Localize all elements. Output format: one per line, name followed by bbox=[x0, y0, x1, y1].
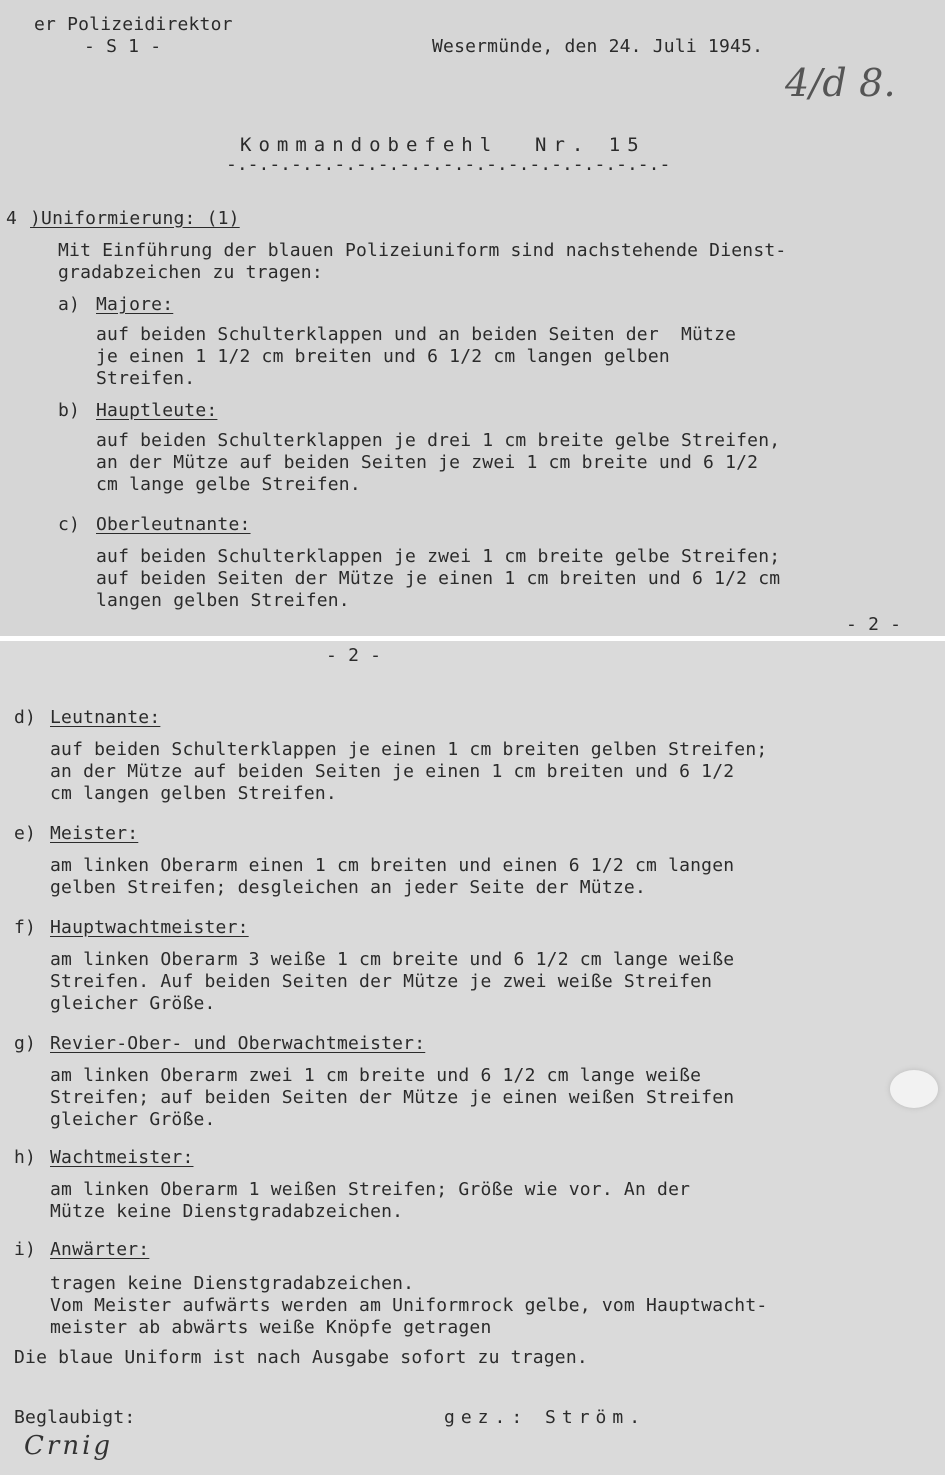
item-line: je einen 1 1/2 cm breiten und 6 1/2 cm langen gelben bbox=[96, 346, 670, 367]
item-line: meister ab abwärts weiße Knöpfe getragen bbox=[50, 1317, 492, 1338]
handwritten-mark: 4/d 8. bbox=[785, 61, 896, 105]
item-label: e) bbox=[14, 823, 37, 844]
item-line: auf beiden Schulterklappen je zwei 1 cm breite gelbe Streifen; bbox=[96, 546, 781, 567]
item-line: cm lange gelbe Streifen. bbox=[96, 474, 361, 495]
signed-by: gez.: Ström. bbox=[444, 1407, 647, 1428]
intro-line-1: Mit Einführung der blauen Polizeiuniform sind nachstehende Dienst- bbox=[58, 240, 787, 261]
item-line: auf beiden Schulterklappen je drei 1 cm breite gelbe Streifen, bbox=[96, 430, 781, 451]
item-label: h) bbox=[14, 1147, 37, 1168]
item-line: gleicher Größe. bbox=[50, 993, 216, 1014]
document-page-1 bbox=[0, 0, 945, 636]
item-line: Vom Meister aufwärts werden am Uniformrock gelbe, vom Hauptwacht- bbox=[50, 1295, 768, 1316]
place-date: Wesermünde, den 24. Juli 1945. bbox=[432, 36, 764, 57]
item-line: Streifen. bbox=[96, 368, 196, 389]
item-line: an der Mütze auf beiden Seiten je einen 1 cm breiten und 6 1/2 bbox=[50, 761, 735, 782]
intro-line-2: gradabzeichen zu tragen: bbox=[58, 262, 323, 283]
item-heading: Anwärter: bbox=[50, 1239, 150, 1260]
item-heading: Hauptwachtmeister: bbox=[50, 917, 249, 938]
closing-sentence: Die blaue Uniform ist nach Ausgabe sofort zu tragen. bbox=[14, 1347, 588, 1368]
item-line: am linken Oberarm einen 1 cm breiten und einen 6 1/2 cm langen bbox=[50, 855, 735, 876]
item-label: b) bbox=[58, 400, 81, 421]
department-line: - S 1 - bbox=[84, 36, 162, 57]
title-dashes: -.-.-.-.-.-.-.-.-.-.-.-.-.-.-.-.-.-.-.-.- bbox=[226, 154, 671, 175]
item-line: am linken Oberarm zwei 1 cm breite und 6 1/2 cm lange weiße bbox=[50, 1065, 702, 1086]
item-label: g) bbox=[14, 1033, 37, 1054]
section-number: 4 bbox=[6, 208, 18, 229]
paper-blot bbox=[890, 1070, 938, 1108]
item-line: gelben Streifen; desgleichen an jeder Seite der Mütze. bbox=[50, 877, 646, 898]
item-line: cm langen gelben Streifen. bbox=[50, 783, 337, 804]
item-label: f) bbox=[14, 917, 37, 938]
handwritten-signature: Crnig bbox=[24, 1431, 114, 1461]
item-line: am linken Oberarm 3 weiße 1 cm breite und 6 1/2 cm lange weiße bbox=[50, 949, 735, 970]
page-footer: - 2 - bbox=[846, 614, 902, 635]
item-label: c) bbox=[58, 514, 81, 535]
item-heading: Meister: bbox=[50, 823, 139, 844]
item-label: i) bbox=[14, 1239, 37, 1260]
item-heading: Wachtmeister: bbox=[50, 1147, 194, 1168]
item-heading: Revier-Ober- und Oberwachtmeister: bbox=[50, 1033, 426, 1054]
certified-label: Beglaubigt: bbox=[14, 1407, 136, 1428]
item-heading: Majore: bbox=[96, 294, 174, 315]
item-line: Streifen; auf beiden Seiten der Mütze je einen weißen Streifen bbox=[50, 1087, 735, 1108]
item-line: gleicher Größe. bbox=[50, 1109, 216, 1130]
item-label: a) bbox=[58, 294, 81, 315]
item-line: Mütze keine Dienstgradabzeichen. bbox=[50, 1201, 404, 1222]
item-heading: Hauptleute: bbox=[96, 400, 218, 421]
item-line: tragen keine Dienstgradabzeichen. bbox=[50, 1273, 415, 1294]
item-line: Streifen. Auf beiden Seiten der Mütze je zwei weiße Streifen bbox=[50, 971, 713, 992]
section-heading: )Uniformierung: (1) bbox=[30, 208, 240, 229]
item-line: an der Mütze auf beiden Seiten je zwei 1 cm breite und 6 1/2 bbox=[96, 452, 759, 473]
item-line: auf beiden Schulterklappen und an beiden Seiten der Mütze bbox=[96, 324, 737, 345]
item-heading: Oberleutnante: bbox=[96, 514, 251, 535]
page-header: - 2 - bbox=[326, 645, 382, 666]
item-line: auf beiden Seiten der Mütze je einen 1 cm breiten und 6 1/2 cm bbox=[96, 568, 781, 589]
item-line: langen gelben Streifen. bbox=[96, 590, 350, 611]
item-line: am linken Oberarm 1 weißen Streifen; Größe wie vor. An der bbox=[50, 1179, 691, 1200]
document-page-2 bbox=[0, 641, 945, 1475]
item-line: auf beiden Schulterklappen je einen 1 cm breiten gelben Streifen; bbox=[50, 739, 768, 760]
item-heading: Leutnante: bbox=[50, 707, 161, 728]
document-title: Kommandobefehl Nr. 15 bbox=[240, 134, 646, 156]
authority-line: er Polizeidirektor bbox=[34, 14, 233, 35]
item-label: d) bbox=[14, 707, 37, 728]
